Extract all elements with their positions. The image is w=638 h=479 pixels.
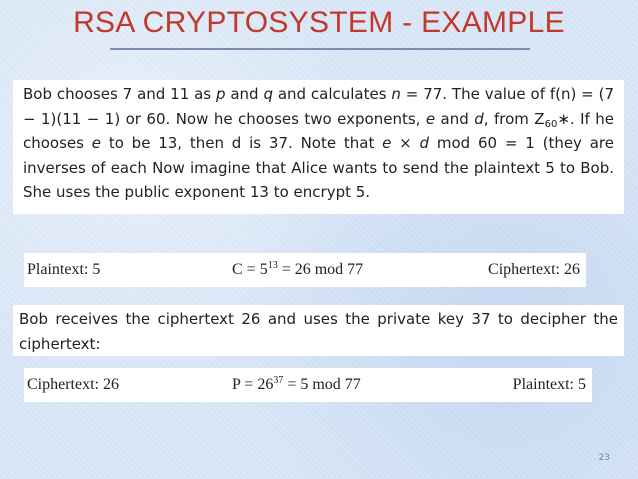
text-run: and <box>225 85 264 103</box>
eq1-formula <box>232 261 363 279</box>
subscript-60: 60 <box>544 118 558 130</box>
text-run: and calculates <box>272 85 392 103</box>
var-e: e <box>425 109 436 128</box>
decryption-equation <box>24 368 592 402</box>
var-e: e <box>91 134 102 152</box>
text-run: to be 13, then d is 37. Note that <box>101 134 383 152</box>
var-e: e <box>382 134 392 152</box>
text-run: and <box>435 109 475 128</box>
encryption-equation <box>24 253 586 287</box>
var-q: q <box>263 85 273 103</box>
var-d: d <box>419 134 430 152</box>
text-run: mod 60 = 1 (they are inverses of each Now imagine that Alice wants to send the plaintext 5 to Bob. She uses the public exponent 13 to encrypt 5. <box>23 134 614 201</box>
eq2-exponent: 37 <box>273 375 284 386</box>
eq2-p-prefix: P = 26 <box>232 376 274 393</box>
var-p: p <box>215 85 226 103</box>
decrypt-paragraph: Bob receives the ciphertext 26 and uses the private key 37 to decipher the ciphertext: <box>19 310 618 353</box>
decrypt-paragraph-box <box>13 305 624 356</box>
text-run: ∗. If he chooses <box>23 109 614 152</box>
intro-paragraph <box>23 82 614 205</box>
text-run: × <box>391 134 420 152</box>
eq1-ciphertext: Ciphertext: 26 <box>488 261 580 278</box>
eq1-c-suffix: = 26 mod 77 <box>277 261 364 278</box>
var-n: n <box>391 85 401 103</box>
eq2-formula <box>232 376 361 394</box>
eq1-c-prefix: C = 5 <box>232 261 268 278</box>
eq2-ciphertext: Ciphertext: 26 <box>27 376 119 393</box>
eq1-plaintext: Plaintext: 5 <box>27 261 101 278</box>
text-run: = 77. The value of f(n) = (7 − 1)(11 − 1) or 60. Now he chooses two exponents, <box>23 85 615 128</box>
title-underline <box>110 48 530 50</box>
text-run: , from Z <box>483 109 545 128</box>
eq2-plaintext: Plaintext: 5 <box>512 376 586 393</box>
intro-paragraph-box <box>13 80 624 214</box>
text-run: Bob chooses 7 and 11 as <box>23 85 216 103</box>
eq1-exponent: 13 <box>267 260 278 271</box>
eq2-p-suffix: = 5 mod 77 <box>283 376 361 393</box>
var-d: d <box>474 109 484 128</box>
page-number: 23 <box>598 453 610 463</box>
slide-title: RSA CRYPTOSYSTEM - EXAMPLE <box>73 6 565 39</box>
